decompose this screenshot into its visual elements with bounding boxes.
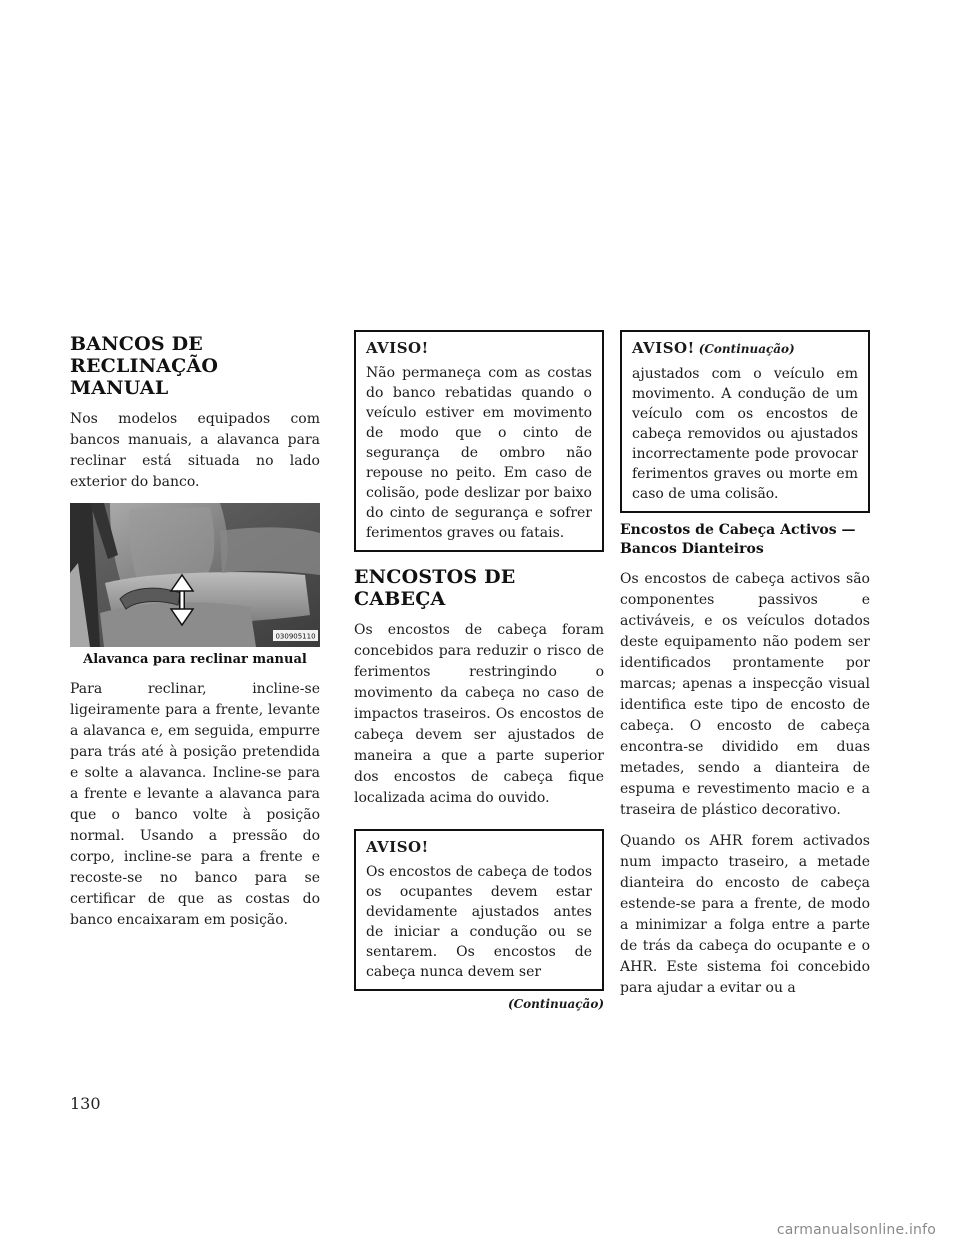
head-restraints-paragraph: Os encostos de cabeça foram concebidos para reduzir o risco de ferimentos restringindo o movimento da cabeça no caso de impactos traseiros. Os encostos de cabeça devem ser ajustados de maneira a que a parte superior dos encostos de cabeça fique localizada acima do ouvido.: [354, 622, 604, 806]
warning-text: Os encostos de cabeça de todos os ocupantes devem estar devidamente ajustados antes de iniciar a condução ou se sentarem. Os encostos de cabeça nunca devem ser: [366, 864, 592, 980]
ahr-activation-paragraph: Quando os AHR forem activados num impacto traseiro, a metade dianteira do encosto de cabeça estende-se para a frente, de modo a minimizar a folga entre a parte de trás da cabeça do ocupante e o AHR. Este sistema foi concebido para ajudar a evitar ou a: [620, 833, 870, 996]
column-middle: [354, 330, 604, 1011]
column-left: [70, 333, 320, 941]
recline-instructions: Para reclinar, incline-se ligeiramente para a frente, levante a alavanca e, em seguida, empurre para trás até à posição pretendida e solte a alavanca. Incline-se para a frente e levante a alavanca para que o banco volte à posição normal. Usando a pressão do corpo, incline-se para a frente e recoste-se no banco para se certificar de que as costas do banco encaixaram em posição.: [70, 681, 320, 928]
section-heading-head-restraints: ENCOSTOS DE CABEÇA: [354, 566, 516, 610]
warning-title: AVISO!: [366, 339, 429, 357]
seat-lever-photo: [70, 503, 320, 647]
warning-box-continued: [620, 330, 870, 513]
warning-title: [632, 338, 858, 359]
watermark: carmanualsonline.info: [776, 1222, 936, 1238]
warning-box-adjust: [354, 829, 604, 991]
figure-caption: Alavanca para reclinar manual: [83, 652, 307, 667]
column-right: [620, 330, 870, 1009]
warning-title: AVISO!: [366, 838, 429, 856]
warning-text: ajustados com o veículo em movimento. A condução de um veículo com os encostos de cabeça removidos ou ajustados incorrectamente pode provocar ferimentos graves ou morte em caso de uma colisão.: [632, 366, 858, 502]
subheading-active-head-restraints: Encostos de Cabeça Activos — Bancos Dianteiros: [620, 522, 856, 557]
warning-title-suffix: (Continuação): [698, 342, 795, 356]
warning-box-seatback: [354, 330, 604, 552]
section-heading-manual-recline: BANCOS DE RECLINAÇÃO MANUAL: [70, 333, 219, 399]
intro-paragraph: Nos modelos equipados com bancos manuais, a alavanca para reclinar está situada no lado exterior do banco.: [70, 411, 320, 490]
ahr-description-paragraph: Os encostos de cabeça activos são componentes passivos e activáveis, e os veículos dotados deste equipamento não podem ser identificados prontamente por marcas; apenas a inspecção visual identifica este tipo de encosto de cabeça. O encosto de cabeça encontra-se dividido em duas metades, sendo a dianteira de espuma e revestimento macio e a traseira de plástico decorativo.: [620, 571, 870, 818]
page-number: 130: [70, 1094, 101, 1113]
warning-title-text: AVISO!: [632, 339, 695, 357]
warning-text: Não permaneça com as costas do banco rebatidas quando o veículo estiver em movimento de modo que o cinto de segurança de ombro não repouse no peito. Em caso de colisão, pode deslizar por baixo do cinto de segurança e sofrer ferimentos graves ou fatais.: [366, 365, 592, 541]
figure-code: 030905110: [275, 632, 316, 641]
seat-illustration: [70, 503, 320, 647]
continued-note: (Continuação): [507, 997, 604, 1011]
